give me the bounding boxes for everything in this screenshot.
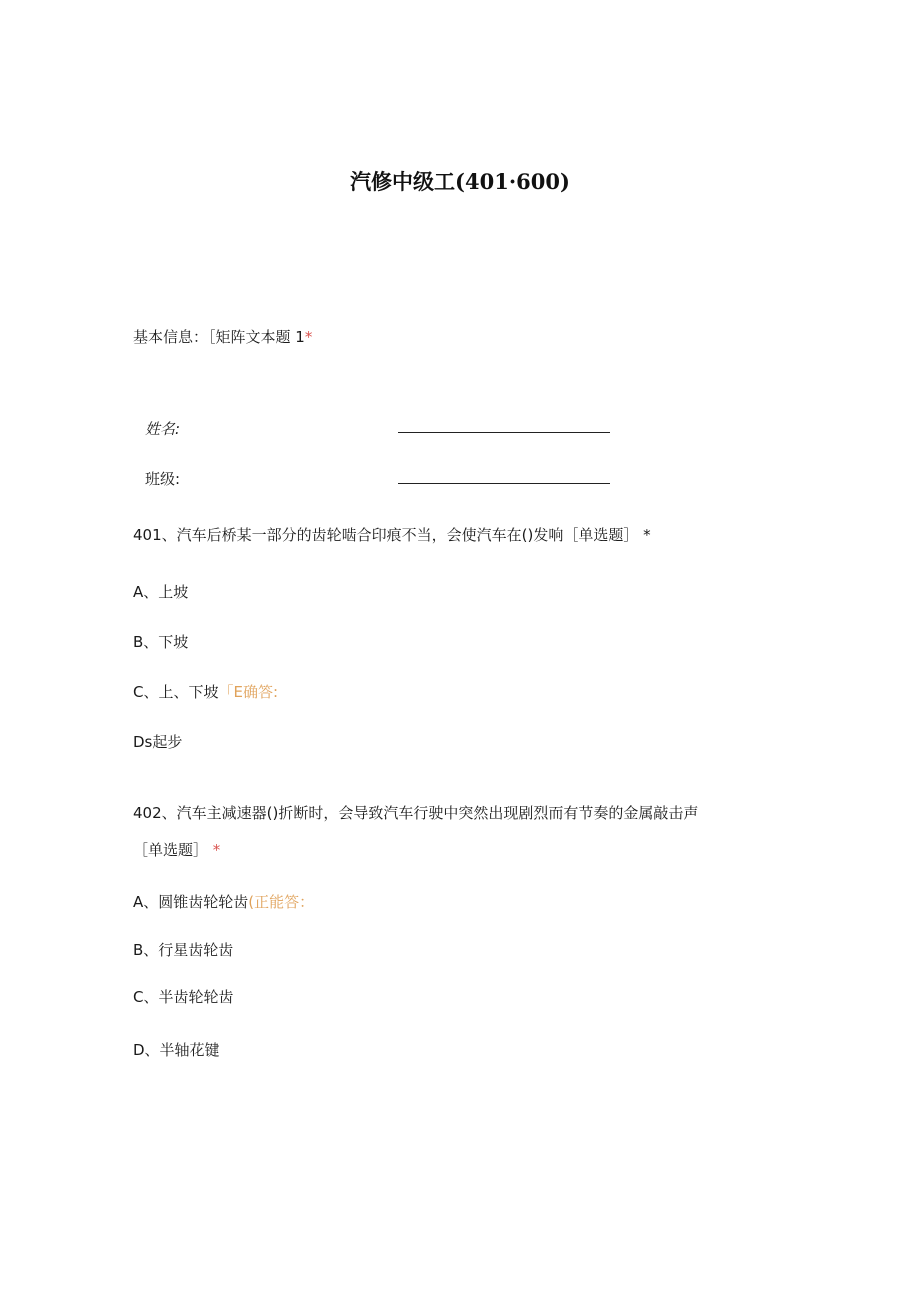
basic-info-label: 基本信息：［矩阵文本题 [133, 328, 291, 346]
option-401-c[interactable] [133, 682, 278, 702]
option-401-a[interactable]: A、上坡 [133, 583, 189, 601]
question-402 [133, 803, 698, 823]
option-text: C、上、下坡 [133, 683, 219, 701]
question-401 [133, 525, 651, 545]
required-mark: * [304, 328, 313, 346]
question-type: ［单选题］ [133, 841, 209, 859]
basic-info-heading [133, 327, 312, 347]
option-text: A、圆锥齿轮轮齿 [133, 893, 249, 911]
page-title: 汽修中级工(401·600) [350, 169, 570, 194]
name-field-label: 姓名: [145, 420, 181, 438]
required-mark: * [643, 526, 651, 544]
correct-answer-tag: (正能答： [248, 893, 315, 911]
option-402-d[interactable]: D、半轴花键 [133, 1041, 220, 1059]
name-input-line[interactable] [398, 432, 610, 433]
option-401-b[interactable]: B、下坡 [133, 633, 189, 651]
required-mark: * [212, 841, 221, 859]
question-402-type [133, 840, 220, 860]
option-402-c[interactable]: C、半齿轮轮齿 [133, 988, 234, 1006]
option-402-a[interactable] [133, 892, 314, 912]
correct-answer-tag: 「E确答: [218, 683, 279, 701]
option-402-b[interactable]: B、行星齿轮齿 [133, 941, 234, 959]
question-text: 402、汽车主减速器()折断时，会导致汽车行驶中突然出现剧烈而有节奏的金属敲击声 [133, 804, 699, 822]
option-401-d[interactable]: Ds起步 [133, 733, 183, 751]
class-field-label: 班级: [145, 470, 181, 488]
question-text: 401、汽车后桥某一部分的齿轮啮合印痕不当，会使汽车在()发响［单选题］ [133, 526, 639, 544]
basic-info-number: 1 [295, 328, 305, 346]
class-input-line[interactable] [398, 483, 610, 484]
